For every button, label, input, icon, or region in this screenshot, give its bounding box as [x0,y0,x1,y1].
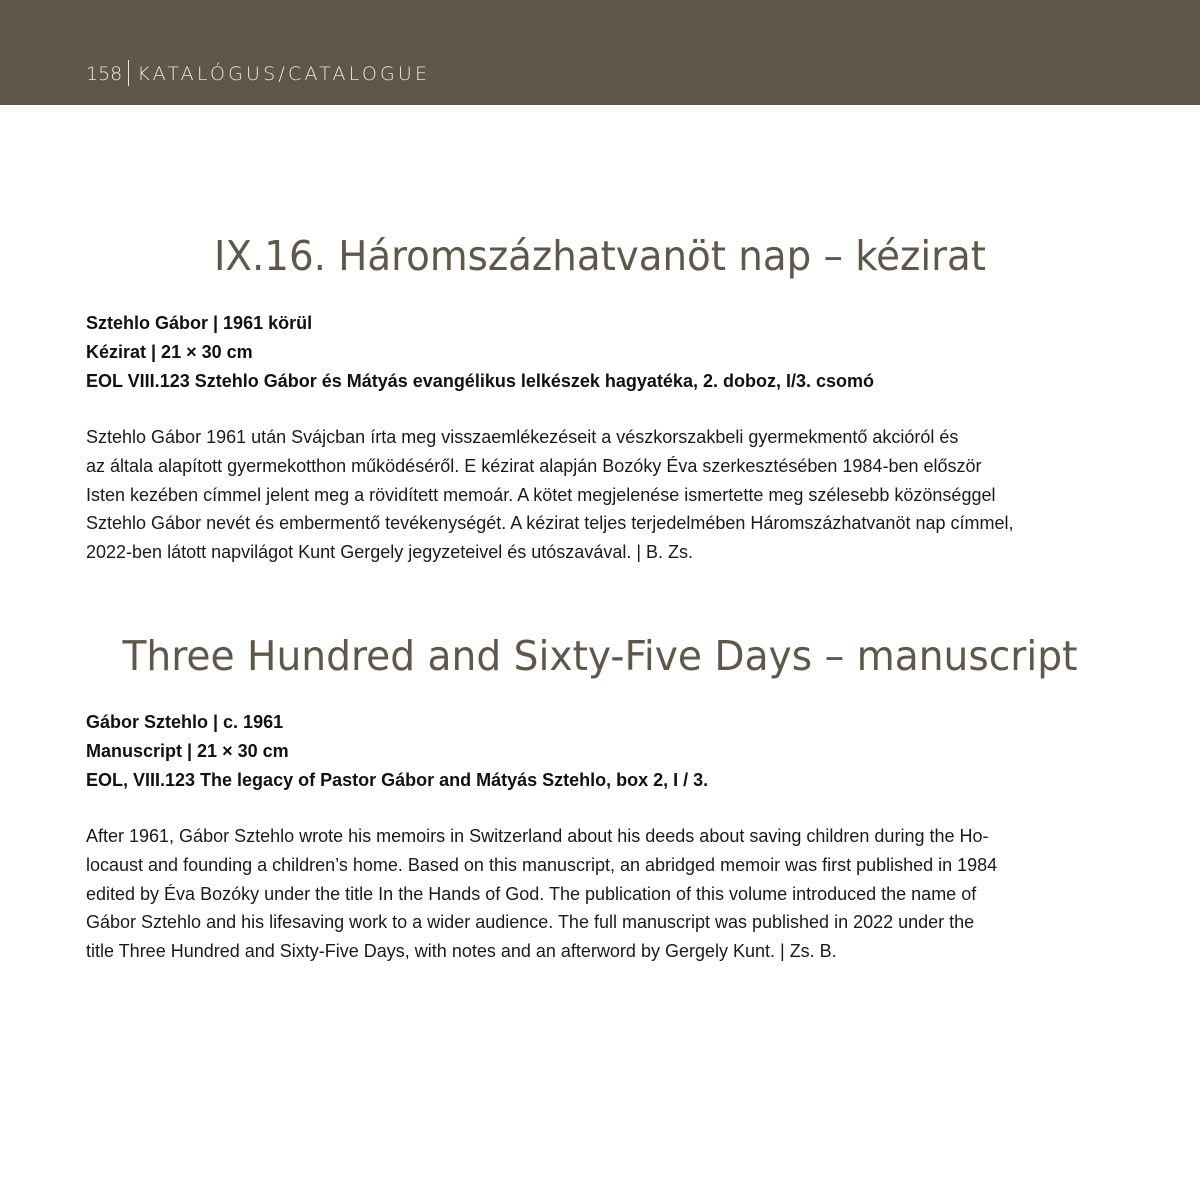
paragraph-line: Sztehlo Gábor 1961 után Svájcban írta meg visszaemlékezéseit a vészkorszakbeli gyermekmentő akcióról és [86,427,959,447]
catalogue-entry-title-hungarian: IX.16. Háromszázhatvanöt nap – kézirat [213,232,986,280]
collection-reference-line: EOL, VIII.123 The legacy of Pastor Gábor and Mátyás Sztehlo, box 2, I / 3. [86,770,709,790]
page-header-bar [0,0,1200,105]
paragraph-line: Sztehlo Gábor nevét és embermentő tevékenységét. A kézirat teljes terjedelmében Háromszázhatvanöt nap címmel, [86,513,1014,534]
header-separator [128,60,129,86]
paragraph-line: After 1961, Gábor Sztehlo wrote his memoirs in Switzerland about his deeds about saving children during the Ho- [86,826,989,846]
section-name: KATALÓGUS/CATALOGUE [137,63,431,85]
collection-reference-line: EOL VIII.123 Sztehlo Gábor és Mátyás evangélikus lelkészek hagyatéka, 2. doboz, I/3. csomó [86,371,874,391]
author-date-line: Sztehlo Gábor | 1961 körül [86,313,313,333]
author-date-line: Gábor Sztehlo | c. 1961 [86,712,284,732]
paragraph-line: edited by Éva Bozóky under the title In the Hands of God. The publication of this volume introduced the name of [86,883,977,904]
medium-size-line: Kézirat | 21 × 30 cm [86,342,253,362]
paragraph-line: az általa alapított gyermekotthon működéséről. E kézirat alapján Bozóky Éva szerkesztésében 1984-ben először [86,455,982,476]
paragraph-line: locaust and founding a children’s home. Based on this manuscript, an abridged memoir was first published in 1984 [86,854,998,875]
entry-description-english [86,822,1126,966]
medium-size-line: Manuscript | 21 × 30 cm [86,741,289,761]
entry-metadata-english [86,708,708,795]
entry-description-hungarian [86,423,1126,567]
running-header [86,60,430,86]
paragraph-line: title Three Hundred and Sixty-Five Days, with notes and an afterword by Gergely Kunt. | Zs. B. [86,941,837,962]
paragraph-line: 2022-ben látott napvilágot Kunt Gergely jegyzeteivel és utószavával. | B. Zs. [86,542,694,563]
paragraph-line: Isten kezében címmel jelent meg a rövidített memoár. A kötet megjelenése ismertette meg szélesebb közönséggel [86,484,996,505]
entry-metadata-hungarian [86,309,874,396]
paragraph-line: Gábor Sztehlo and his lifesaving work to a wider audience. The full manuscript was published in 2022 under the [86,912,975,933]
catalogue-entry-title-english: Three Hundred and Sixty-Five Days – manuscript [122,632,1078,680]
page-number: 158 [86,63,123,85]
